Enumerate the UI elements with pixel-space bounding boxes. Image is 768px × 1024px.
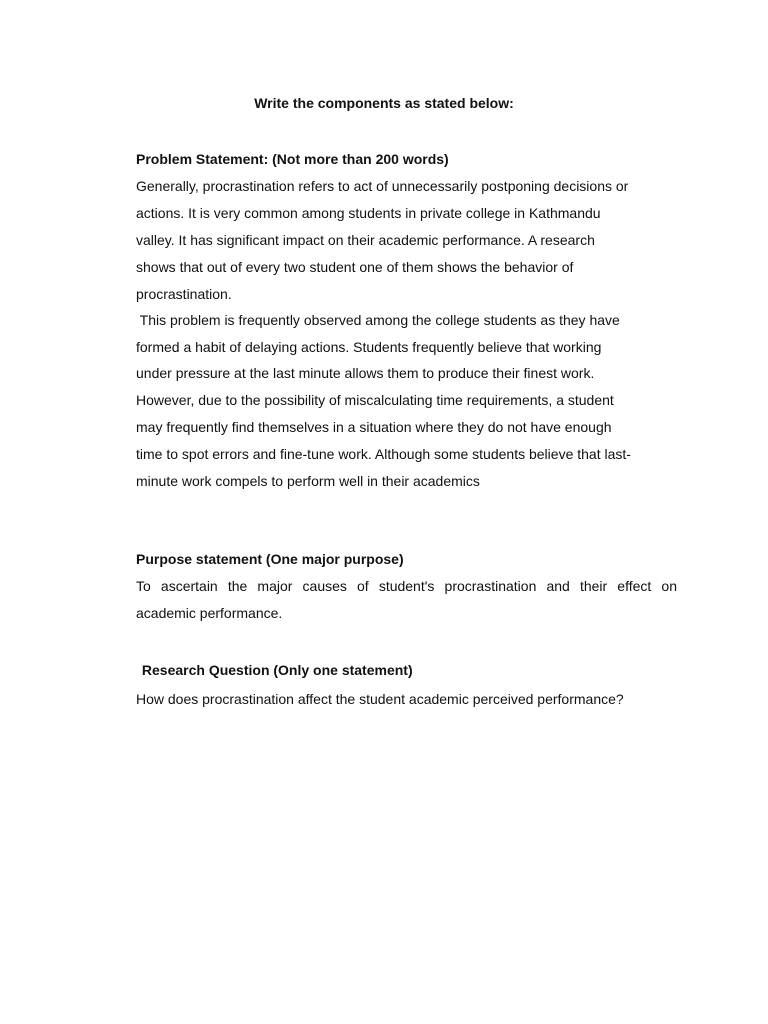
problem-line: minute work compels to perform well in their academics	[136, 473, 480, 489]
problem-line: Generally, procrastination refers to act of unnecessarily postponing decisions or	[136, 178, 629, 194]
purpose-line: academic performance.	[136, 605, 283, 621]
problem-line: shows that out of every two student one of them shows the behavior of	[136, 259, 574, 275]
problem-line: procrastination.	[136, 286, 232, 302]
problem-line: However, due to the possibility of miscalculating time requirements, a student	[136, 392, 614, 408]
problem-statement-title: Problem Statement: (Not more than 200 words)	[136, 151, 449, 167]
purpose-line: To ascertain the major causes of student's procrastination and their effect on	[136, 578, 677, 594]
problem-line: actions. It is very common among students in private college in Kathmandu	[136, 205, 601, 221]
research-question-line: How does procrastination affect the student academic perceived performance?	[136, 691, 624, 707]
page-heading: Write the components as stated below:	[254, 95, 514, 111]
purpose-statement-title: Purpose statement (One major purpose)	[136, 551, 404, 567]
research-question-title: Research Question (Only one statement)	[138, 662, 413, 678]
problem-line: time to spot errors and fine-tune work. Although some students believe that last-	[136, 446, 631, 462]
problem-line: This problem is frequently observed among the college students as they have	[136, 312, 620, 328]
problem-line: formed a habit of delaying actions. Students frequently believe that working	[136, 339, 602, 355]
problem-line: valley. It has significant impact on their academic performance. A research	[136, 232, 595, 248]
problem-line: may frequently find themselves in a situation where they do not have enough	[136, 419, 612, 435]
problem-line: under pressure at the last minute allows them to produce their finest work.	[136, 365, 595, 381]
